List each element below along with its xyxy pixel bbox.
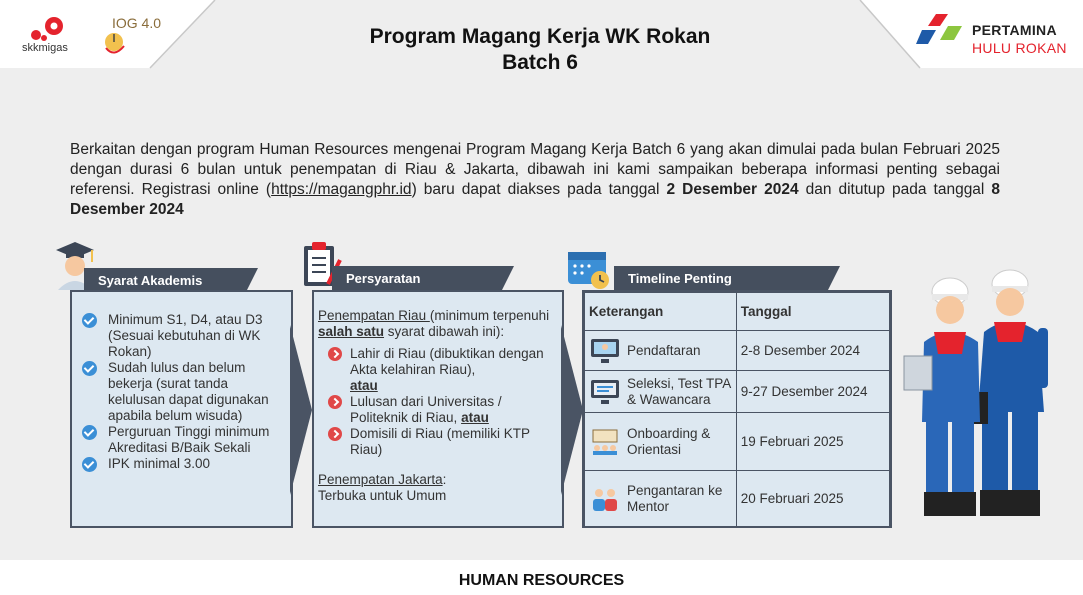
table-cell — [585, 413, 737, 471]
connector-text: atau — [350, 378, 378, 393]
list-item — [82, 360, 281, 424]
computer-registration-icon — [589, 337, 621, 365]
tab-timeline-penting: Timeline Penting — [614, 266, 828, 290]
jakarta-requirements — [318, 472, 556, 504]
tab-syarat-akademis: Syarat Akademis — [84, 268, 246, 292]
list-item — [318, 394, 556, 426]
table-cell — [585, 371, 737, 413]
column-header: Tanggal — [736, 293, 889, 331]
check-icon — [82, 361, 97, 376]
pertamina-subtitle: HULU ROKAN — [972, 40, 1067, 56]
table-cell — [585, 331, 737, 371]
list-item — [318, 426, 556, 458]
table-header-row — [585, 293, 890, 331]
table-row — [585, 331, 890, 371]
open-date: 2 Desember 2024 — [666, 181, 799, 198]
syarat-akademis-list — [82, 312, 281, 472]
jakarta-placement-label: Penempatan Jakarta — [318, 472, 443, 487]
timeline-table — [584, 292, 890, 527]
syarat-akademis-panel — [70, 290, 293, 528]
persyaratan-panel — [312, 290, 564, 528]
title-line-2: Batch 6 — [502, 51, 578, 74]
timeline-label: Pengantaran ke Mentor — [627, 482, 723, 514]
table-cell — [585, 471, 737, 527]
jakarta-colon: : — [442, 472, 447, 487]
list-item — [82, 456, 281, 472]
intro-paragraph — [70, 140, 1000, 220]
onboarding-meeting-icon — [589, 428, 621, 456]
riau-requirement-list — [318, 346, 556, 458]
riau-intro-2: syarat dibawah ini): — [384, 324, 505, 339]
column-header: Keterangan — [585, 293, 737, 331]
pertamina-name: PERTAMINA — [972, 22, 1057, 38]
connector-text: atau — [461, 410, 489, 425]
list-item — [318, 346, 556, 394]
workers-illustration — [898, 262, 1070, 524]
skkmigas-logo — [22, 16, 72, 42]
table-row — [585, 371, 890, 413]
list-item-text: Minimum S1, D4, atau D3 (Sesuai kebutuhan di WK Rokan) — [108, 312, 263, 359]
check-icon — [82, 425, 97, 440]
registration-link[interactable]: https://magangphr.id — [271, 181, 412, 198]
table-cell: 19 Februari 2025 — [736, 413, 889, 471]
check-icon — [82, 313, 97, 328]
intro-text-2: ) baru dapat diakses pada tanggal — [411, 181, 667, 198]
arrow-bullet-icon — [328, 427, 342, 441]
mentor-icon — [589, 485, 621, 513]
list-item — [82, 424, 281, 456]
iog-logo — [100, 12, 162, 58]
list-item-text: IPK minimal 3.00 — [108, 456, 211, 471]
table-cell: 9-27 Desember 2024 — [736, 371, 889, 413]
page-title — [330, 24, 750, 76]
riau-requirements — [318, 308, 556, 340]
pertamina-logo — [918, 12, 968, 52]
close-date: 8 Desember 2024 — [70, 181, 1001, 218]
arrow-bullet-icon — [328, 347, 342, 361]
table-cell: 2-8 Desember 2024 — [736, 331, 889, 371]
footer-text: HUMAN RESOURCES — [458, 572, 625, 589]
check-icon — [82, 457, 97, 472]
riau-placement-label: Penempatan Riau — [318, 308, 430, 323]
table-row — [585, 413, 890, 471]
riau-intro-1: (minimum terpenuhi — [429, 308, 550, 323]
timeline-label: Pendaftaran — [627, 342, 701, 358]
chevron-right-icon — [290, 325, 314, 495]
skkmigas-logo-text: skkmigas — [22, 42, 68, 54]
test-monitor-icon — [589, 378, 621, 406]
calendar-icon — [566, 246, 612, 292]
list-item — [82, 312, 281, 360]
list-item-text: Lulusan dari Universitas / Politeknik di Riau, — [350, 394, 502, 425]
list-item-text: Perguruan Tinggi minimum Akreditasi B/Baik Sekali — [108, 424, 270, 455]
title-line-1: Program Magang Kerja WK Rokan — [369, 25, 711, 48]
list-item-text: Sudah lulus dan belum bekerja (surat tanda kelulusan dapat digunakan apabila belum wisuda) — [108, 360, 269, 423]
tab-persyaratan: Persyaratan — [332, 266, 502, 290]
riau-emphasis: salah satu — [318, 324, 385, 339]
timeline-label: Seleksi, Test TPA & Wawancara — [627, 375, 731, 407]
list-item-text: Lahir di Riau (dibuktikan dengan Akta kelahiran Riau), — [350, 346, 544, 377]
table-cell: 20 Februari 2025 — [736, 471, 889, 527]
intro-text-1: Berkaitan dengan program Human Resources mengenai Program Magang Kerja Batch 6 yang akan dimulai pada bulan Februari 2025 dengan durasi 6 bulan untuk penempatan di Riau & Jakarta, dibawah ini kami sampaikan beberapa informasi penting sebagai referensi. Registrasi online ( — [70, 141, 1000, 198]
iog-logo-text: IOG 4.0 — [112, 15, 162, 31]
jakarta-text: Terbuka untuk Umum — [318, 488, 447, 503]
timeline-label: Onboarding & Orientasi — [627, 425, 711, 457]
list-item-text: Domisili di Riau (memiliki KTP Riau) — [350, 426, 530, 457]
intro-text-3: dan ditutup pada tanggal — [798, 181, 992, 198]
table-row — [585, 471, 890, 527]
arrow-bullet-icon — [328, 395, 342, 409]
